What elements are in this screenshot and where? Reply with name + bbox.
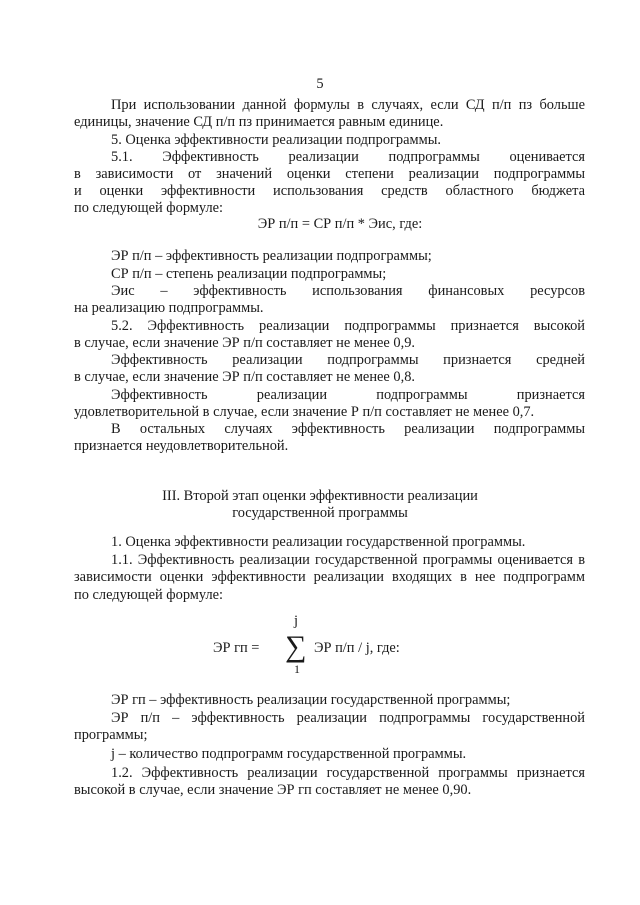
formula-right: ЭР п/п / j, где:: [314, 640, 400, 656]
sum-lower-limit: 1: [294, 662, 300, 676]
paragraph-line: в случае, если значение ЭР п/п составляет не менее 0,9.: [74, 335, 415, 351]
paragraph-line: и оценки эффективности использования средств областного бюджета: [74, 183, 585, 199]
section-heading: государственной программы: [232, 505, 408, 521]
section-title: 5. Оценка эффективности реализации подпрограммы.: [111, 132, 441, 148]
paragraph-line: высокой в случае, если значение ЭР гп составляет не менее 0,90.: [74, 782, 472, 798]
paragraph-line: удовлетворительной в случае, если значение Р п/п составляет не менее 0,7.: [74, 404, 535, 420]
paragraph-line: в зависимости от значений оценки степени реализации подпрограммы: [74, 166, 585, 182]
paragraph-line: В остальных случаях эффективность реализации подпрограммы: [111, 421, 585, 437]
paragraph-line: по следующей формуле:: [74, 587, 224, 603]
page-number: 5: [316, 76, 324, 92]
paragraph-line: 1. Оценка эффективности реализации государственной программы.: [111, 534, 526, 550]
definition-line: программы;: [74, 727, 148, 743]
paragraph-line: в случае, если значение ЭР п/п составляет не менее 0,8.: [74, 369, 415, 385]
paragraph-line: 1.2. Эффективность реализации государственной программы признается: [111, 765, 585, 781]
formula-left: ЭР гп =: [213, 640, 260, 656]
sum-upper-limit: j: [294, 613, 298, 629]
paragraph-line: 5.2. Эффективность реализации подпрограммы признается высокой: [111, 318, 585, 334]
paragraph-line: признается неудовлетворительной.: [74, 438, 289, 454]
paragraph-line: по следующей формуле:: [74, 200, 224, 216]
paragraph-line: 1.1. Эффективность реализации государственной программы оценивается в: [111, 552, 585, 568]
section-heading: III. Второй этап оценки эффективности реализации: [162, 488, 478, 504]
formula-efficiency-subprogram: ЭР п/п = СР п/п * Эис, где:: [257, 216, 423, 232]
paragraph-line: При использовании данной формулы в случаях, если СД п/п пз больше: [111, 97, 585, 113]
definition-line: ЭР гп – эффективность реализации государственной программы;: [111, 692, 511, 708]
definition-line: j – количество подпрограмм государственной программы.: [111, 746, 467, 762]
paragraph-line: Эффективность реализации подпрограммы признается средней: [111, 352, 585, 368]
paragraph-line: единицы, значение СД п/п пз принимается равным единице.: [74, 114, 444, 130]
definition-line: на реализацию подпрограммы.: [74, 300, 264, 316]
paragraph-line: Эффективность реализации подпрограммы признается: [111, 387, 585, 403]
definition-line: ЭР п/п – эффективность реализации подпрограммы;: [111, 248, 432, 264]
sum-symbol: ∑: [285, 630, 307, 663]
paragraph-line: 5.1. Эффективность реализации подпрограммы оценивается: [111, 149, 585, 165]
paragraph-line: зависимости оценки эффективности реализации входящих в нее подпрограмм: [74, 569, 585, 585]
definition-line: Эис – эффективность использования финансовых ресурсов: [111, 283, 585, 299]
definition-line: ЭР п/п – эффективность реализации подпрограммы государственной: [111, 710, 585, 726]
definition-line: СР п/п – степень реализации подпрограммы;: [111, 266, 387, 282]
